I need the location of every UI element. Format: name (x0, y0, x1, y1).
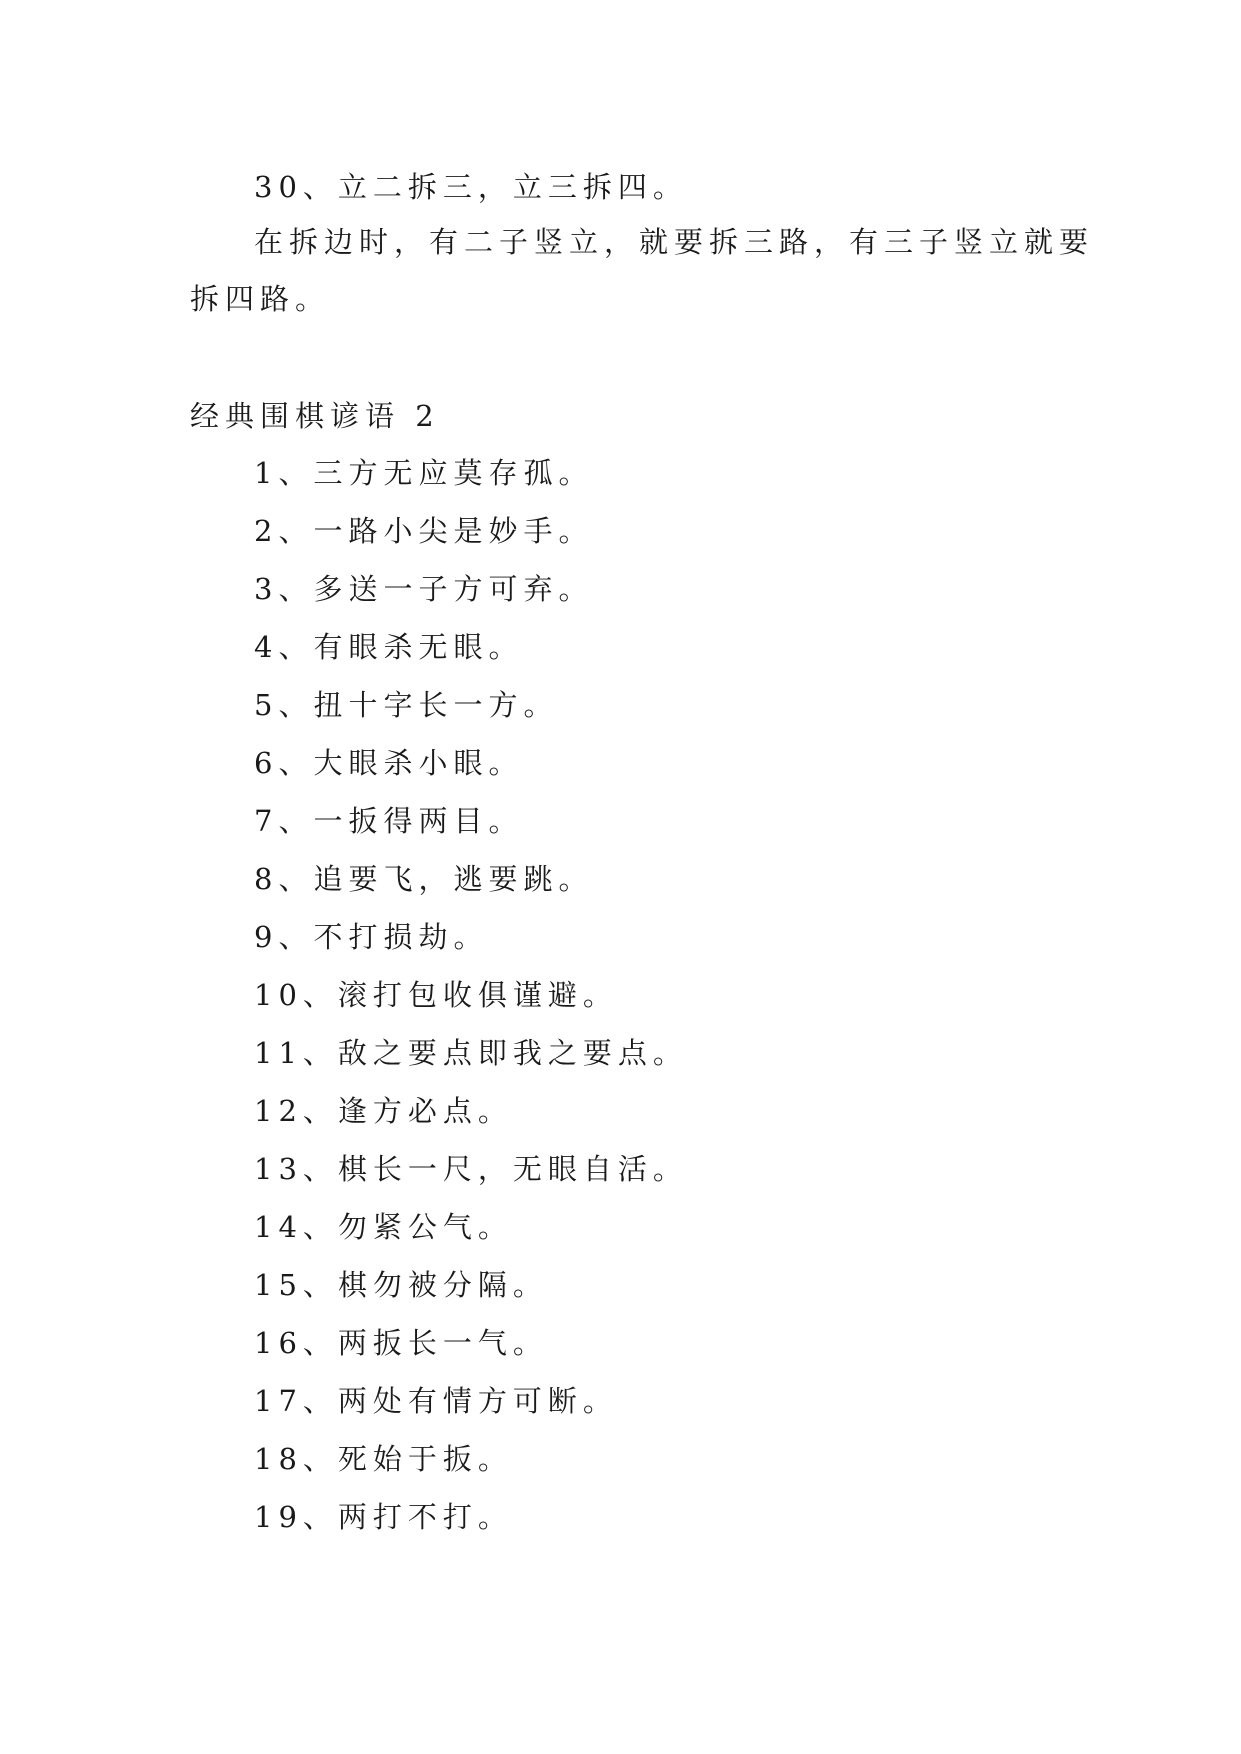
list-item: 11、敌之要点即我之要点。 (254, 1036, 688, 1070)
list-item: 15、棋勿被分隔。 (254, 1268, 548, 1302)
list-item: 19、两打不打。 (254, 1500, 513, 1534)
proverb-explanation-line-1: 在拆边时，有二子竖立，就要拆三路，有三子竖立就要 (254, 225, 1095, 259)
list-item: 6、大眼杀小眼。 (254, 746, 524, 780)
proverb-item-30: 30、立二拆三，立三拆四。 (254, 170, 688, 204)
list-item: 13、棋长一尺，无眼自活。 (254, 1152, 688, 1186)
list-item: 12、逢方必点。 (254, 1094, 513, 1128)
section-heading: 经典围棋谚语 2 (190, 399, 440, 433)
list-item: 9、不打损劫。 (254, 920, 489, 954)
list-item: 10、滚打包收俱谨避。 (254, 978, 618, 1012)
list-item: 2、一路小尖是妙手。 (254, 514, 594, 548)
list-item: 7、一扳得两目。 (254, 804, 524, 838)
list-item: 3、多送一子方可弃。 (254, 572, 594, 606)
list-item: 17、两处有情方可断。 (254, 1384, 618, 1418)
list-item: 16、两扳长一气。 (254, 1326, 548, 1360)
list-item: 14、勿紧公气。 (254, 1210, 513, 1244)
list-item: 4、有眼杀无眼。 (254, 630, 524, 664)
list-item: 1、三方无应莫存孤。 (254, 456, 594, 490)
proverb-explanation-line-2: 拆四路。 (190, 282, 331, 316)
list-item: 18、死始于扳。 (254, 1442, 513, 1476)
list-item: 8、追要飞，逃要跳。 (254, 862, 594, 896)
list-item: 5、扭十字长一方。 (254, 688, 559, 722)
